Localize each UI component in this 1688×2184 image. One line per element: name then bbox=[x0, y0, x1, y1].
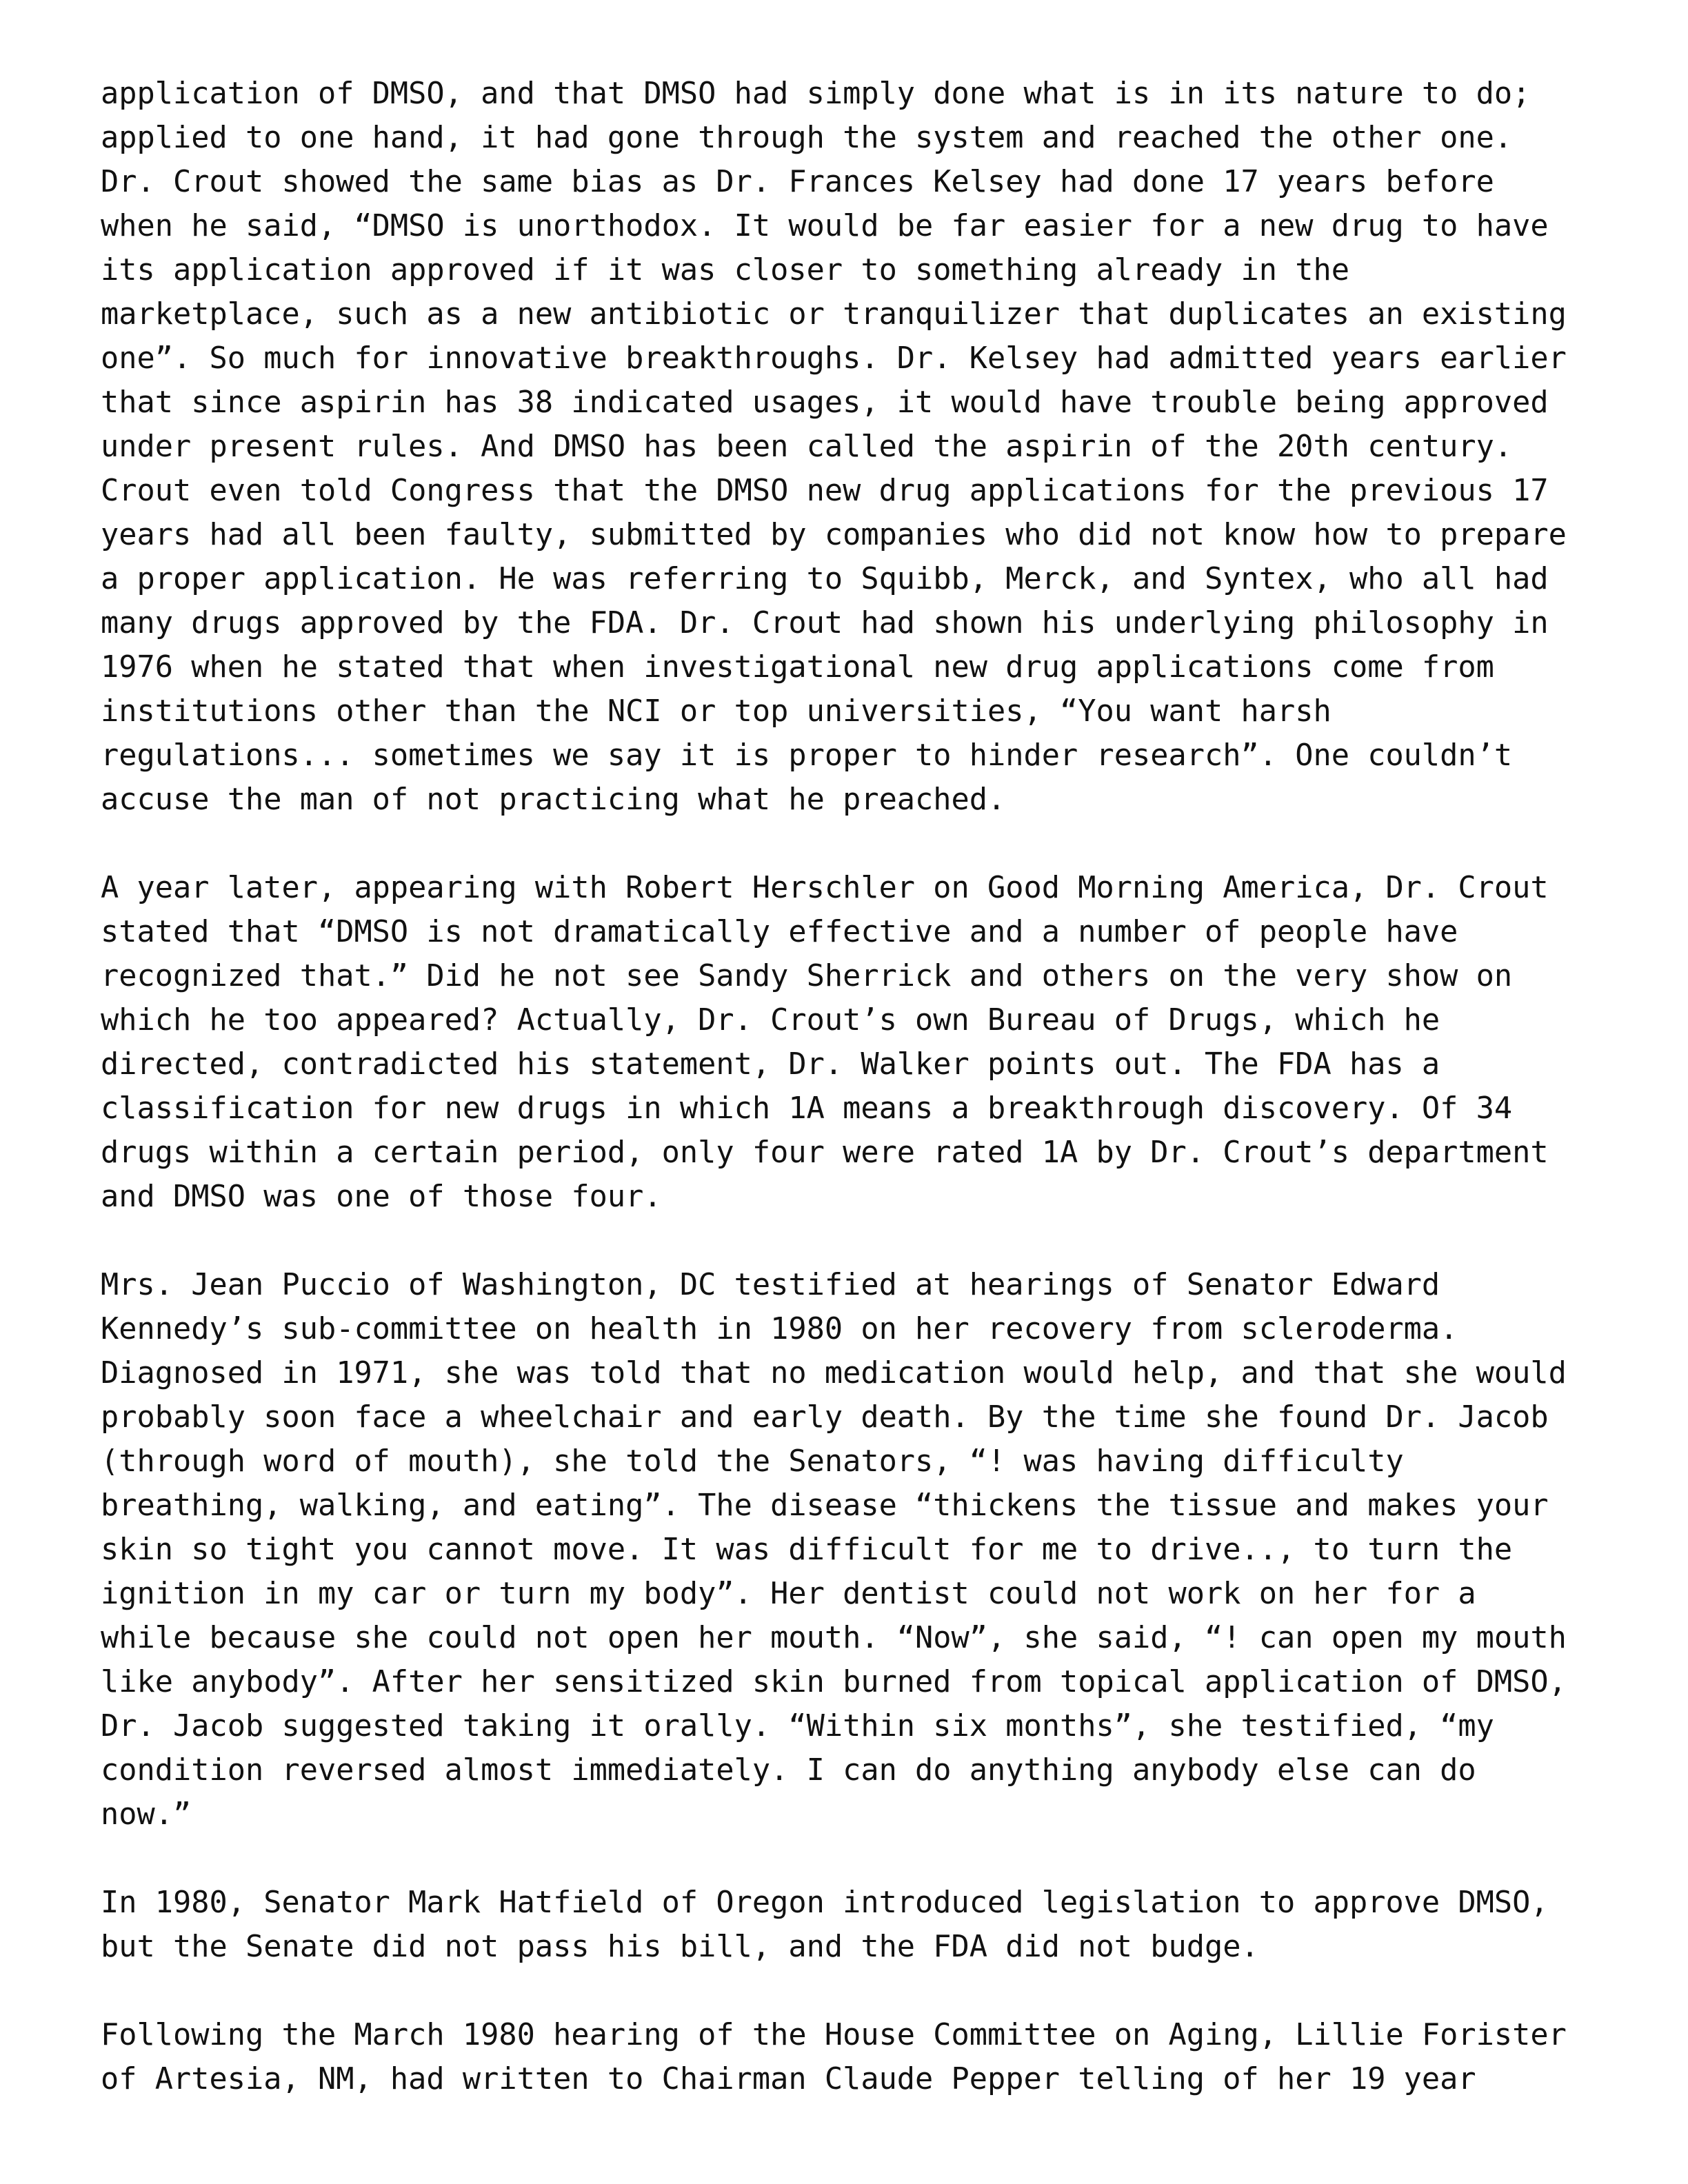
text-line: now.” bbox=[101, 1797, 192, 1832]
text-line: which he too appeared? Actually, Dr. Crout’s own Bureau of Drugs, which he bbox=[101, 1003, 1440, 1038]
text-line: probably soon face a wheelchair and early death. By the time she found Dr. Jacob bbox=[101, 1400, 1549, 1435]
text-line: breathing, walking, and eating”. The disease “thickens the tissue and makes your bbox=[101, 1488, 1549, 1523]
text-line: while because she could not open her mouth. “Now”, she said, “! can open my mouth bbox=[101, 1621, 1567, 1655]
text-line: one”. So much for innovative breakthroughs. Dr. Kelsey had admitted years earlier bbox=[101, 341, 1567, 376]
text-line: years had all been faulty, submitted by companies who did not know how to prepare bbox=[101, 518, 1567, 552]
text-line: under present rules. And DMSO has been called the aspirin of the 20th century. bbox=[101, 429, 1513, 464]
text-line: regulations... sometimes we say it is proper to hinder research”. One couldn’t bbox=[101, 738, 1513, 773]
text-line: Crout even told Congress that the DMSO new drug applications for the previous 17 bbox=[101, 474, 1549, 508]
document-page bbox=[101, 72, 1618, 2145]
text-line: marketplace, such as a new antibiotic or tranquilizer that duplicates an existing bbox=[101, 297, 1567, 332]
text-line: a proper application. He was referring to Squibb, Merck, and Syntex, who all had bbox=[101, 562, 1549, 596]
text-line: drugs within a certain period, only four were rated 1A by Dr. Crout’s department bbox=[101, 1135, 1549, 1170]
text-line: of Artesia, NM, had written to Chairman Claude Pepper telling of her 19 year bbox=[101, 2062, 1476, 2096]
text-line: Diagnosed in 1971, she was told that no medication would help, and that she would bbox=[101, 1356, 1567, 1391]
text-line: condition reversed almost immediately. I can do anything anybody else can do bbox=[101, 1753, 1476, 1788]
text-line: its application approved if it was closer to something already in the bbox=[101, 253, 1349, 287]
text-line: many drugs approved by the FDA. Dr. Crout had shown his underlying philosophy in bbox=[101, 606, 1549, 640]
text-line: accuse the man of not practicing what he preached. bbox=[101, 782, 1006, 817]
text-line: A year later, appearing with Robert Herschler on Good Morning America, Dr. Crout bbox=[101, 871, 1549, 905]
text-line: institutions other than the NCI or top universities, “You want harsh bbox=[101, 694, 1332, 729]
text-line: Kennedy’s sub-committee on health in 1980 on her recovery from scleroderma. bbox=[101, 1312, 1458, 1346]
paragraph-crout-bias bbox=[101, 72, 1618, 822]
text-line: applied to one hand, it had gone through the system and reached the other one. bbox=[101, 121, 1513, 155]
text-line: but the Senate did not pass his bill, and the FDA did not budge. bbox=[101, 1930, 1259, 1964]
paragraph-lillie-forister bbox=[101, 2013, 1618, 2101]
text-line: recognized that.” Did he not see Sandy Sherrick and others on the very show on bbox=[101, 959, 1513, 993]
text-line: classification for new drugs in which 1A means a breakthrough discovery. Of 34 bbox=[101, 1091, 1513, 1126]
text-line: Dr. Jacob suggested taking it orally. “Within six months”, she testified, “my bbox=[101, 1709, 1494, 1743]
text-line: skin so tight you cannot move. It was difficult for me to drive.., to turn the bbox=[101, 1533, 1513, 1567]
text-line: directed, contradicted his statement, Dr. Walker points out. The FDA has a bbox=[101, 1047, 1440, 1082]
text-line: ignition in my car or turn my body”. Her dentist could not work on her for a bbox=[101, 1577, 1476, 1611]
text-line: application of DMSO, and that DMSO had simply done what is in its nature to do; bbox=[101, 77, 1531, 111]
text-line: Dr. Crout showed the same bias as Dr. Frances Kelsey had done 17 years before bbox=[101, 165, 1494, 199]
text-line: like anybody”. After her sensitized skin burned from topical application of DMSO, bbox=[101, 1665, 1567, 1699]
text-line: that since aspirin has 38 indicated usages, it would have trouble being approved bbox=[101, 385, 1549, 420]
paragraph-jean-puccio bbox=[101, 1263, 1618, 1837]
text-line: In 1980, Senator Mark Hatfield of Oregon introduced legislation to approve DMSO, bbox=[101, 1885, 1549, 1920]
text-line: when he said, “DMSO is unorthodox. It would be far easier for a new drug to have bbox=[101, 209, 1549, 243]
text-line: (through word of mouth), she told the Senators, “! was having difficulty bbox=[101, 1444, 1404, 1479]
paragraph-good-morning-america bbox=[101, 866, 1618, 1219]
text-line: stated that “DMSO is not dramatically effective and a number of people have bbox=[101, 915, 1458, 949]
text-line: Following the March 1980 hearing of the House Committee on Aging, Lillie Forister bbox=[101, 2018, 1567, 2052]
text-line: and DMSO was one of those four. bbox=[101, 1180, 662, 1214]
paragraph-hatfield-legislation bbox=[101, 1881, 1618, 1969]
text-line: Mrs. Jean Puccio of Washington, DC testified at hearings of Senator Edward bbox=[101, 1268, 1440, 1302]
text-line: 1976 when he stated that when investigational new drug applications come from bbox=[101, 650, 1494, 685]
